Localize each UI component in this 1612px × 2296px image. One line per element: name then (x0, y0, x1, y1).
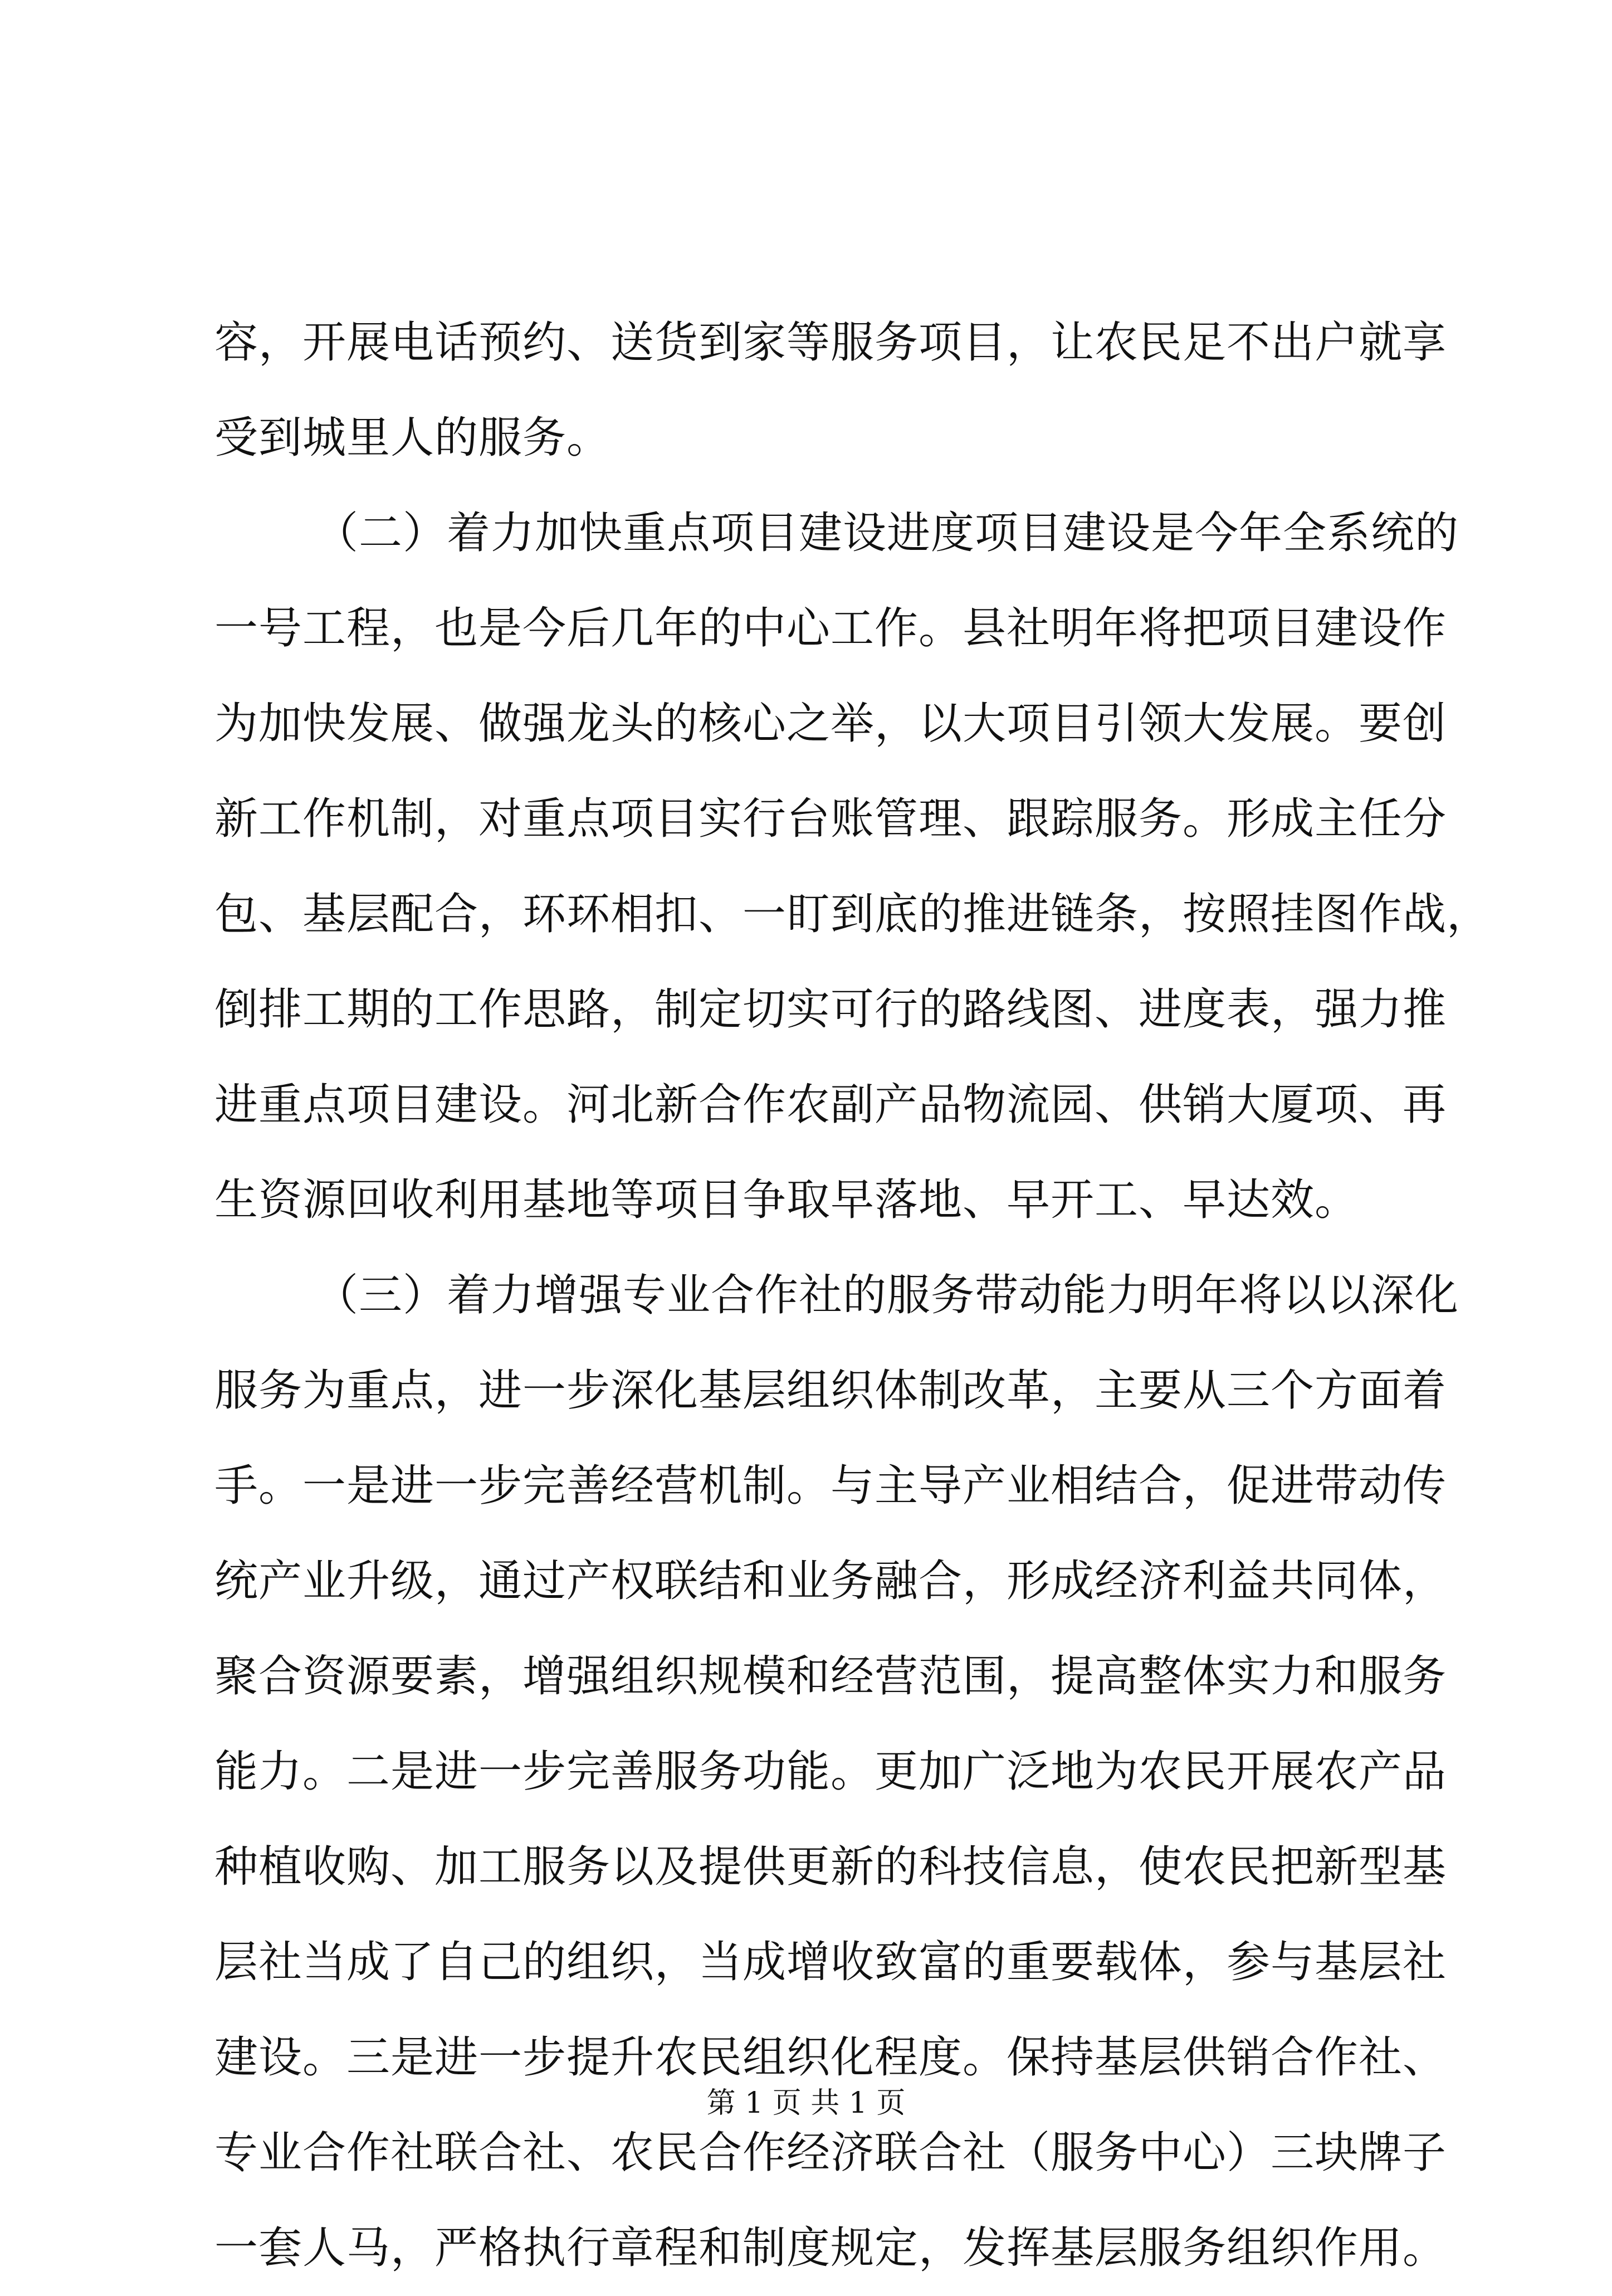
text-line: 专业合作社联合社、农民合作经济联合社（服务中心）三块牌子 (214, 2128, 1447, 2178)
text-line: 新工作机制，对重点项目实行台账管理、跟踪服务。形成主任分 (214, 794, 1447, 844)
text-line: 手。一是进一步完善经营机制。与主导产业相结合，促进带动传 (214, 1461, 1447, 1511)
text-line: 统产业升级，通过产权联结和业务融合，形成经济利益共同体， (214, 1556, 1447, 1606)
text-line: 容，开展电话预约、送货到家等服务项目，让农民足不出户就享 (214, 318, 1447, 368)
text-line: 进重点项目建设。河北新合作农副产品物流园、供销大厦项、再 (214, 1080, 1447, 1130)
text-line: 一套人马，严格执行章程和制度规定，发挥基层服务组织作用。 (214, 2223, 1447, 2273)
body-text (214, 295, 1491, 2296)
text-line: 生资源回收利用基地等项目争取早落地、早开工、早达效。 (214, 1175, 1359, 1225)
text-line: 一号工程，也是今后几年的中心工作。县社明年将把项目建设作 (214, 603, 1447, 654)
text-line: 受到城里人的服务。 (214, 413, 611, 463)
text-line: 聚合资源要素，增强组织规模和经营范围，提高整体实力和服务 (214, 1651, 1447, 1702)
section-heading-line: （二）着力加快重点项目建设进度项目建设是今年全系统的 (315, 508, 1459, 558)
text-line: 包、基层配合，环环相扣、一盯到底的推进链条，按照挂图作战， (214, 889, 1491, 939)
text-line: 能力。二是进一步完善服务功能。更加广泛地为农民开展农产品 (214, 1747, 1447, 1797)
section-heading-line: （三）着力增强专业合作社的服务带动能力明年将以以深化 (315, 1270, 1459, 1320)
page-number-label: 第 1 页 共 1 页 (706, 2087, 906, 2120)
text-line: 层社当成了自己的组织，当成增收致富的重要载体，参与基层社 (214, 1937, 1447, 1987)
text-line: 种植收购、加工服务以及提供更新的科技信息，使农民把新型基 (214, 1842, 1447, 1892)
text-line: 建设。三是进一步提升农民组织化程度。保持基层供销合作社、 (214, 2032, 1447, 2083)
text-line: 倒排工期的工作思路，制定切实可行的路线图、进度表，强力推 (214, 984, 1447, 1035)
page-footer (0, 2084, 1612, 2123)
text-line: 为加快发展、做强龙头的核心之举，以大项目引领大发展。要创 (214, 699, 1447, 749)
text-line: 服务为重点，进一步深化基层组织体制改革，主要从三个方面着 (214, 1366, 1447, 1416)
